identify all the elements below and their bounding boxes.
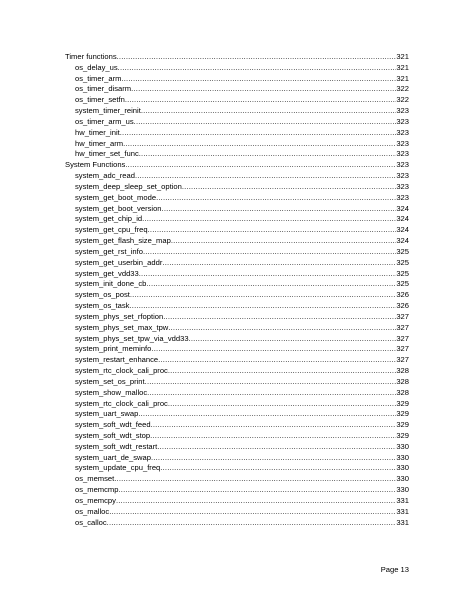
toc-entry[interactable] (65, 485, 409, 496)
toc-entry-title: system_phys_set_max_tpw (75, 322, 169, 332)
toc-entry-title: system_get_boot_mode (75, 192, 157, 202)
toc-entry-title: os_timer_disarm (75, 84, 132, 94)
toc-entry-title: Timer functions (65, 52, 117, 61)
toc-entry-page: 329 (396, 420, 409, 430)
toc-entry-title: system_get_chip_id (75, 214, 143, 224)
toc-entry-page: 329 (396, 409, 409, 419)
toc-dot-leader (139, 149, 397, 160)
toc-entry[interactable] (65, 117, 409, 128)
toc-entry-title: system_update_cpu_freq (75, 463, 161, 473)
toc-entry-title: system_soft_wdt_restart (75, 441, 158, 451)
toc-entry-page: 327 (396, 311, 409, 321)
toc-dot-leader (163, 312, 396, 323)
toc-dot-leader (146, 279, 396, 290)
toc-entry-title: System Functions (65, 160, 126, 170)
toc-entry-page: 330 (396, 474, 409, 484)
toc-entry-title: os_timer_arm_us (75, 116, 134, 126)
toc-dot-leader (118, 485, 396, 496)
toc-entry[interactable] (65, 312, 409, 323)
toc-dot-leader (139, 269, 397, 280)
toc-entry-page: 331 (396, 506, 409, 516)
toc-entry-title: system_soft_wdt_feed (75, 420, 151, 430)
toc-dot-leader (151, 344, 396, 355)
toc-entry-title: system_adc_read (75, 171, 135, 181)
toc-entry-page: 322 (396, 84, 409, 94)
toc-entry[interactable] (65, 247, 409, 258)
toc-entry-title: hw_timer_set_func (75, 149, 139, 159)
toc-entry-page: 323 (396, 106, 409, 116)
toc-entry[interactable] (65, 63, 409, 74)
toc-entry-title: os_malloc (75, 506, 110, 516)
toc-entry[interactable] (65, 463, 409, 474)
toc-entry-title: system_uart_swap (75, 409, 139, 419)
toc-dot-leader (151, 420, 397, 431)
toc-entry[interactable] (65, 388, 409, 399)
toc-dot-leader (135, 171, 396, 182)
toc-dot-leader (160, 463, 396, 474)
toc-dot-leader (157, 442, 396, 453)
toc-dot-leader (145, 377, 397, 388)
toc-entry[interactable] (65, 496, 409, 507)
toc-dot-leader (142, 214, 396, 225)
toc-entry-page: 330 (396, 452, 409, 462)
toc-entry[interactable] (65, 420, 409, 431)
toc-dot-leader (120, 128, 397, 139)
toc-entry[interactable] (65, 323, 409, 334)
toc-dot-leader (168, 399, 396, 410)
toc-dot-leader (156, 193, 396, 204)
toc-dot-leader (121, 74, 396, 85)
toc-dot-leader (151, 453, 396, 464)
toc-entry-page: 322 (396, 95, 409, 105)
toc-entry[interactable] (65, 149, 409, 160)
toc-entry-title: system_print_meminfo (75, 344, 152, 354)
toc-entry-page: 327 (396, 333, 409, 343)
toc-entry[interactable] (65, 84, 409, 95)
toc-section-entry[interactable] (65, 52, 409, 63)
toc-entry[interactable] (65, 182, 409, 193)
toc-entry-page: 325 (396, 246, 409, 256)
toc-entry[interactable] (65, 95, 409, 106)
toc-entry[interactable] (65, 258, 409, 269)
toc-entry-title: system_get_rst_info (75, 246, 143, 256)
toc-dot-leader (148, 225, 397, 236)
toc-dot-leader (109, 507, 396, 518)
toc-dot-leader (171, 236, 397, 247)
toc-entry-title: os_delay_us (75, 62, 118, 72)
toc-entry[interactable] (65, 399, 409, 410)
toc-dot-leader (158, 355, 396, 366)
toc-entry[interactable] (65, 269, 409, 280)
toc-entry-page: 325 (396, 279, 409, 289)
toc-entry-page: 324 (396, 236, 409, 246)
toc-entry-title: os_timer_arm (75, 73, 122, 83)
toc-entry[interactable] (65, 139, 409, 150)
toc-entry-page: 328 (396, 376, 409, 386)
toc-entry-page: 323 (396, 192, 409, 202)
toc-entry[interactable] (65, 128, 409, 139)
toc-dot-leader (118, 63, 397, 74)
toc-entry-page: 330 (396, 463, 409, 473)
toc-entry-title: system_os_post (75, 290, 130, 300)
toc-entry-title: os_timer_setfn (75, 95, 125, 105)
toc-dot-leader (125, 160, 396, 171)
toc-entry-title: os_memcpy (75, 495, 116, 505)
toc-section-entry[interactable] (65, 160, 409, 171)
toc-entry-title: system_rtc_clock_cali_proc (75, 398, 168, 408)
toc-entry-page: 323 (396, 127, 409, 137)
toc-entry-page: 323 (396, 138, 409, 148)
toc-entry-page: 327 (396, 322, 409, 332)
toc-entry[interactable] (65, 74, 409, 85)
toc-entry-title: os_memcmp (75, 485, 119, 495)
toc-entry[interactable] (65, 507, 409, 518)
toc-dot-leader (147, 388, 396, 399)
toc-entry-title: system_deep_sleep_set_option (75, 181, 182, 191)
toc-dot-leader (129, 301, 396, 312)
toc-entry-page: 323 (396, 181, 409, 191)
table-of-contents (65, 52, 409, 528)
toc-entry[interactable] (65, 453, 409, 464)
toc-entry-title: system_restart_enhance (75, 355, 159, 365)
toc-entry-page: 324 (396, 225, 409, 235)
toc-entry-page: 324 (396, 203, 409, 213)
toc-entry-title: system_os_task (75, 301, 130, 311)
toc-entry[interactable] (65, 106, 409, 117)
toc-entry-title: os_calloc (75, 517, 107, 527)
toc-entry-page: 329 (396, 430, 409, 440)
toc-dot-leader (107, 518, 397, 529)
toc-entry[interactable] (65, 355, 409, 366)
toc-entry[interactable] (65, 474, 409, 485)
toc-dot-leader (168, 323, 396, 334)
toc-entry-page: 328 (396, 366, 409, 376)
toc-entry[interactable] (65, 214, 409, 225)
toc-entry-page: 330 (396, 485, 409, 495)
toc-dot-leader (116, 496, 396, 507)
toc-entry-page: 324 (396, 214, 409, 224)
toc-entry-title: system_soft_wdt_stop (75, 430, 151, 440)
toc-entry[interactable] (65, 236, 409, 247)
toc-entry[interactable] (65, 279, 409, 290)
toc-entry[interactable] (65, 366, 409, 377)
toc-entry-page: 327 (396, 344, 409, 354)
toc-entry-title: system_timer_reinit (75, 106, 141, 116)
toc-dot-leader (131, 84, 396, 95)
toc-entry[interactable] (65, 204, 409, 215)
toc-entry-title: system_get_vdd33 (75, 268, 139, 278)
toc-entry-title: system_show_malloc (75, 387, 148, 397)
toc-entry-page: 329 (396, 398, 409, 408)
toc-dot-leader (143, 247, 396, 258)
toc-entry-page: 323 (396, 160, 409, 170)
toc-dot-leader (125, 95, 397, 106)
toc-dot-leader (134, 117, 397, 128)
toc-entry[interactable] (65, 193, 409, 204)
toc-dot-leader (141, 106, 396, 117)
toc-dot-leader (182, 182, 397, 193)
toc-dot-leader (168, 366, 396, 377)
toc-entry[interactable] (65, 344, 409, 355)
toc-entry-page: 321 (396, 62, 409, 72)
toc-entry-page: 323 (396, 149, 409, 159)
toc-entry-title: system_set_os_print (75, 376, 145, 386)
toc-entry-page: 323 (396, 171, 409, 181)
toc-entry-page: 321 (396, 52, 409, 61)
toc-entry[interactable] (65, 518, 409, 529)
toc-entry-title: os_memset (75, 474, 115, 484)
toc-entry[interactable] (65, 377, 409, 388)
toc-entry[interactable] (65, 301, 409, 312)
toc-entry-title: hw_timer_arm (75, 138, 124, 148)
toc-entry[interactable] (65, 442, 409, 453)
toc-entry-title: system_rtc_clock_cali_proc (75, 366, 168, 376)
toc-entry-title: system_uart_de_swap (75, 452, 151, 462)
toc-entry-page: 328 (396, 387, 409, 397)
page-number: Page 13 (380, 565, 409, 574)
toc-entry-page: 323 (396, 116, 409, 126)
toc-entry-page: 325 (396, 257, 409, 267)
toc-entry-title: system_get_cpu_freq (75, 225, 148, 235)
toc-entry[interactable] (65, 431, 409, 442)
toc-entry-page: 326 (396, 301, 409, 311)
toc-dot-leader (150, 431, 396, 442)
toc-entry[interactable] (65, 171, 409, 182)
toc-dot-leader (130, 290, 396, 301)
toc-entry-page: 331 (396, 495, 409, 505)
toc-entry-page: 321 (396, 73, 409, 83)
toc-entry-page: 330 (396, 441, 409, 451)
toc-entry-page: 331 (396, 517, 409, 527)
toc-dot-leader (162, 258, 396, 269)
toc-dot-leader (114, 474, 396, 485)
toc-entry-title: system_phys_set_rfoption (75, 311, 164, 321)
toc-entry-page: 327 (396, 355, 409, 365)
toc-entry-title: system_get_boot_version (75, 203, 162, 213)
toc-entry[interactable] (65, 225, 409, 236)
toc-entry[interactable] (65, 409, 409, 420)
toc-dot-leader (123, 139, 396, 150)
toc-entry-title: system_phys_set_tpw_via_vdd33 (75, 333, 189, 343)
toc-entry-title: system_get_userbin_addr (75, 257, 163, 267)
toc-entry-title: system_get_flash_size_map (75, 236, 171, 246)
toc-entry-page: 325 (396, 268, 409, 278)
toc-entry-title: hw_timer_init (75, 127, 120, 137)
toc-dot-leader (189, 334, 397, 345)
toc-entry-title: system_init_done_cb (75, 279, 147, 289)
toc-dot-leader (138, 409, 396, 420)
toc-entry[interactable] (65, 290, 409, 301)
toc-dot-leader (117, 52, 397, 63)
toc-entry[interactable] (65, 334, 409, 345)
toc-entry-page: 326 (396, 290, 409, 300)
toc-dot-leader (162, 204, 397, 215)
